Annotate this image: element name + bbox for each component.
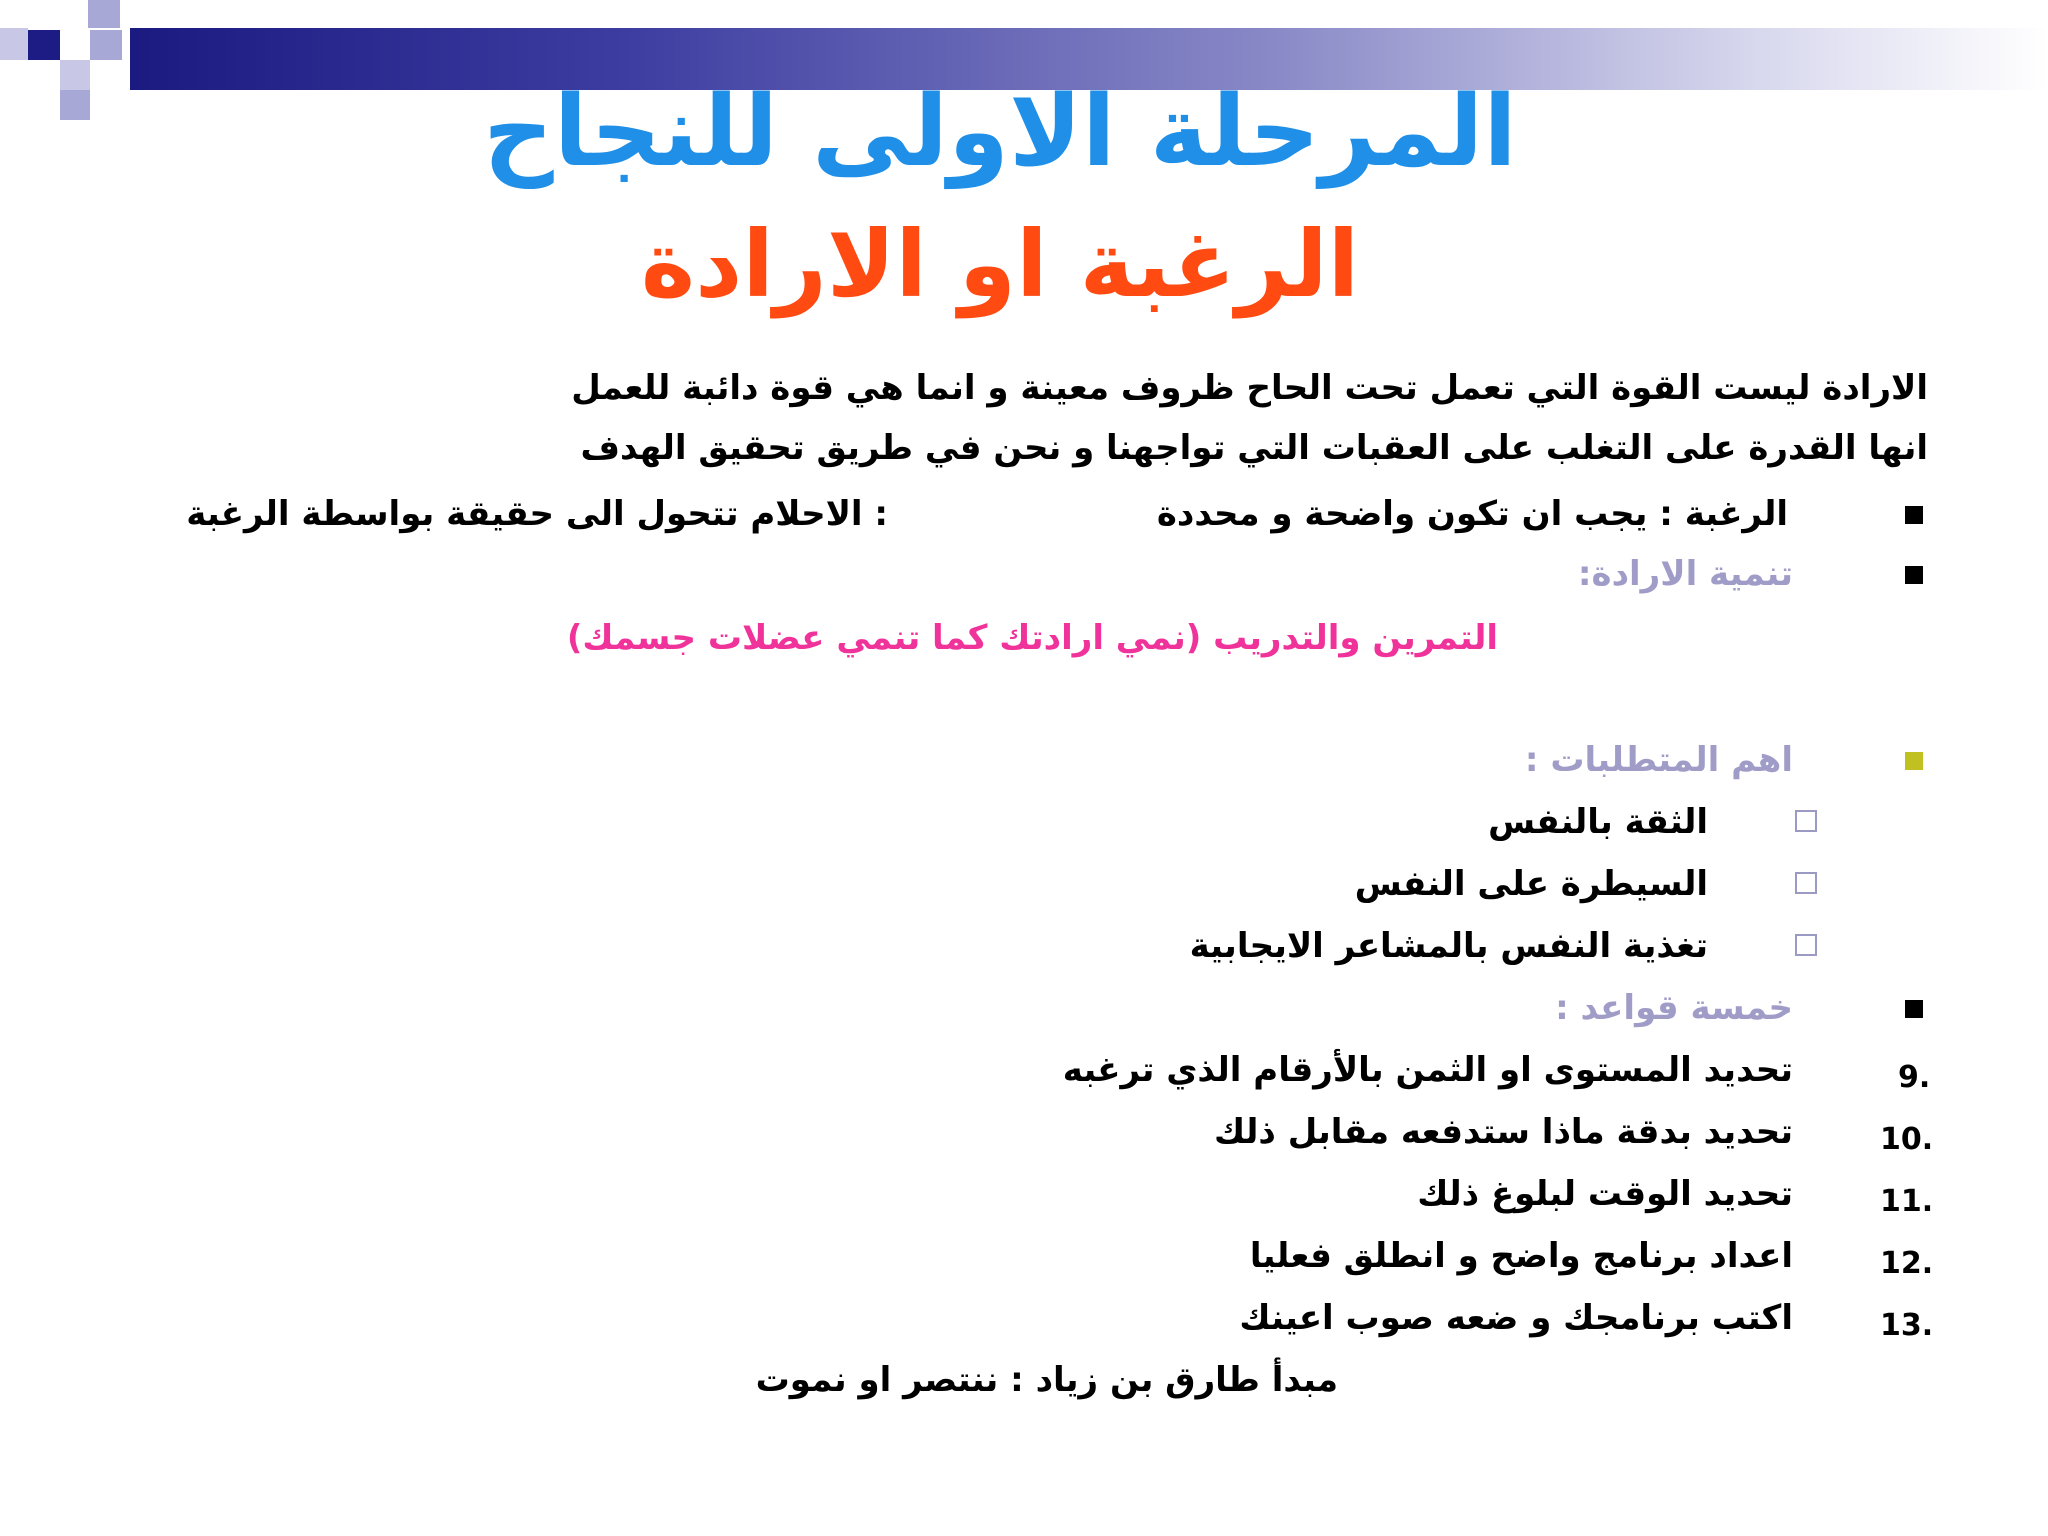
rule-item: اعداد برنامج واضح و انطلق فعليا: [1249, 1236, 1793, 1276]
decor-square: [60, 60, 90, 90]
rule-number: 11.: [1880, 1184, 1934, 1219]
desire-note: : الاحلام تتحول الى حقيقة بواسطة الرغبة: [186, 494, 888, 534]
requirement-item: الثقة بالنفس: [1488, 802, 1708, 842]
requirement-item: السيطرة على النفس: [1354, 864, 1708, 904]
decor-square: [90, 30, 122, 60]
rule-item: تحديد المستوى او الثمن بالأرقام الذي ترغبه: [1062, 1050, 1793, 1090]
square-bullet-icon: [1905, 1000, 1923, 1018]
rule-item: تحديد الوقت لبلوغ ذلك: [1417, 1174, 1793, 1214]
decor-square: [88, 0, 120, 28]
hollow-square-bullet-icon: [1795, 934, 1817, 956]
square-bullet-icon: [1905, 566, 1923, 584]
decor-square: [60, 90, 90, 120]
rule-item: اكتب برنامجك و ضعه صوب اعينك: [1239, 1298, 1793, 1338]
intro-line-1: الارادة ليست القوة التي تعمل تحت الحاح ظروف معينة و انما هي قوة دائبة للعمل: [571, 368, 1928, 408]
hollow-square-bullet-icon: [1795, 810, 1817, 832]
hollow-square-bullet-icon: [1795, 872, 1817, 894]
rule-number: 12.: [1880, 1246, 1934, 1281]
square-bullet-icon: [1905, 752, 1923, 770]
rule-item: تحديد بدقة ماذا ستدفعه مقابل ذلك: [1213, 1112, 1793, 1152]
decor-square: [0, 28, 28, 60]
will-development-text: التمرين والتدريب (نمي ارادتك كما تنمي عضلات جسمك): [566, 618, 1498, 658]
decor-square: [28, 30, 60, 60]
motto: مبدأ طارق بن زياد : ننتصر او نموت: [755, 1360, 1338, 1400]
requirements-heading: اهم المتطلبات :: [1524, 740, 1793, 780]
rule-number: 10.: [1880, 1122, 1934, 1157]
desire-text: الرغبة : يجب ان تكون واضحة و محددة: [1156, 494, 1788, 534]
slide-subtitle: الرغبة او الارادة: [640, 211, 1360, 318]
rule-number: 9.: [1898, 1060, 1931, 1095]
slide-title: المرحلة الاولى للنجاح: [483, 75, 1517, 189]
will-development-heading: تنمية الارادة:: [1577, 554, 1793, 594]
requirement-item: تغذية النفس بالمشاعر الايجابية: [1189, 926, 1708, 966]
square-bullet-icon: [1905, 506, 1923, 524]
rule-number: 13.: [1880, 1308, 1934, 1343]
intro-line-2: انها القدرة على التغلب على العقبات التي تواجهنا و نحن في طريق تحقيق الهدف: [580, 428, 1928, 468]
rules-heading: خمسة قواعد :: [1555, 988, 1793, 1028]
